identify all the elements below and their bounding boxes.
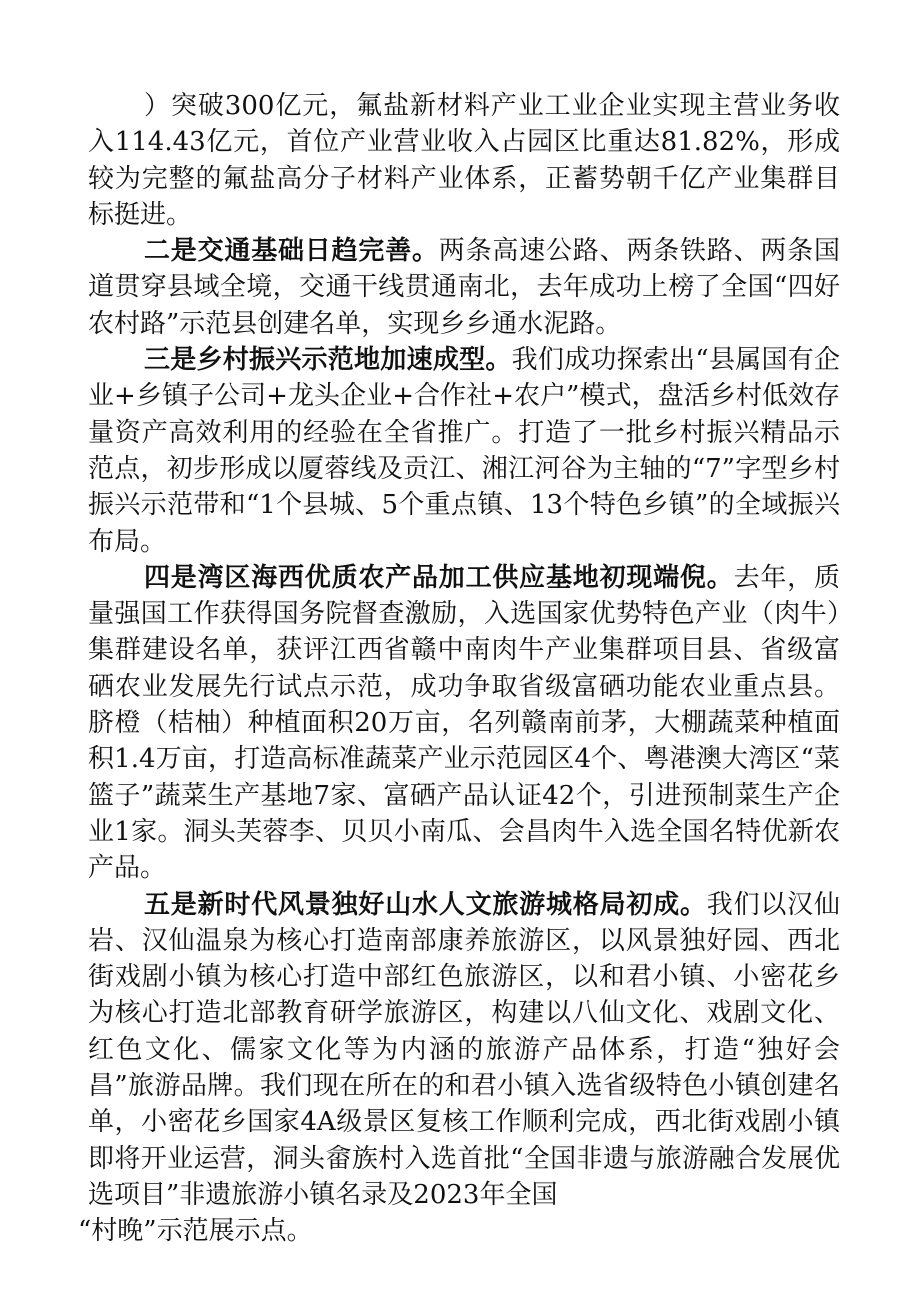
paragraph-lead: 五是新时代风景独好山水人文旅游城格局初成。 — [144, 889, 707, 920]
paragraph-body: 两条高速公路、两条铁路、两条国道贯穿县域全境，交通干线贯通南北，去年成功上榜了全国“四好农村路”示范县创建名单，实现乡乡通水泥路。 — [88, 236, 840, 339]
paragraph-lead: 三是乡村振兴示范地加速成型。 — [144, 345, 512, 376]
document-body — [78, 88, 840, 1250]
paragraph-body: 我们成功探索出“县属国有企业+乡镇子公司+龙头企业+合作社+农户”模式，盘活乡村低效存量资产高效利用的经验在全省推广。打造了一批乡村振兴精品示范点，初步形成以厦蓉线及贡江、湘江河谷为主轴的“7”字型乡村振兴示范带和“1个县城、5个重点镇、13个特色乡镇”的全域振兴布局。 — [88, 345, 840, 557]
paragraph-agriculture-base — [88, 560, 840, 887]
paragraph-rural-revitalization — [88, 342, 840, 560]
paragraph-transport — [88, 233, 840, 342]
paragraph-tourism — [88, 887, 840, 1214]
paragraph-lead: 二是交通基础日趋完善。 — [144, 236, 439, 267]
paragraph-body: “村晚”示范展示点。 — [78, 1216, 313, 1247]
paragraph-body: 去年，质量强国工作获得国务院督查激励，入选国家优势特色产业（肉牛）集群建设名单，获评江西省赣中南肉牛产业集群项目县、省级富硒农业发展先行试点示范，成功争取省级富硒功能农业重点县。脐橙（桔柚）种植面积20万亩，名列赣南前茅，大棚蔬菜种植面积1.4万亩，打造高标准蔬菜产业示范园区4个、粤港澳大湾区“菜篮子”蔬菜生产基地7家、富硒产品认证42个，引进预制菜生产企业1家。洞头芙蓉李、贝贝小南瓜、会昌肉牛入选全国名特优新农产品。 — [88, 562, 840, 884]
paragraph-tail-line — [78, 1213, 840, 1249]
paragraph-fluorine-industry — [88, 88, 840, 233]
paragraph-body: 我们以汉仙岩、汉仙温泉为核心打造南部康养旅游区，以风景独好园、西北街戏剧小镇为核心打造中部红色旅游区，以和君小镇、小密花乡为核心打造北部教育研学旅游区，构建以八仙文化、戏剧文化、红色文化、儒家文化等为内涵的旅游产品体系，打造“独好会昌”旅游品牌。我们现在所在的和君小镇入选省级特色小镇创建名单，小密花乡国家4A级景区复核工作顺利完成，西北街戏剧小镇即将开业运营，洞头畲族村入选首批“全国非遗与旅游融合发展优选项目”非遗旅游小镇名录及2023年全国 — [88, 889, 840, 1210]
paragraph-body: ）突破300亿元，氟盐新材料产业工业企业实现主营业务收入114.43亿元，首位产业营业收入占园区比重达81.82%，形成较为完整的氟盐高分子材料产业体系，正蓄势朝千亿产业集群目标挺进。 — [88, 91, 840, 230]
paragraph-lead: 四是湾区海西优质农产品加工供应基地初现端倪。 — [144, 562, 734, 593]
